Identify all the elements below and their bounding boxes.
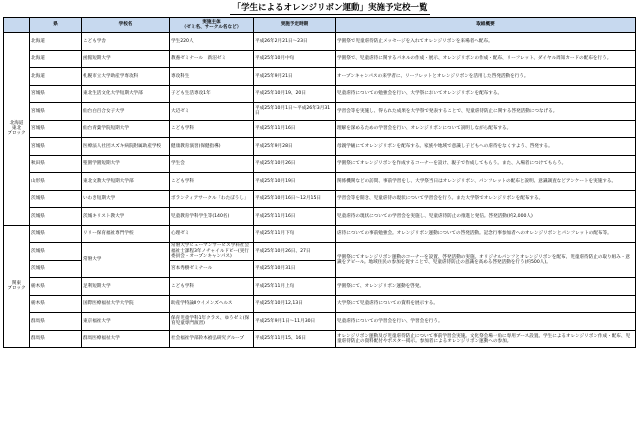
date-cell: 平成26年2月21日～23日: [254, 33, 336, 51]
summary-cell: 虐待についての事前勉強会。オレンジリボン運動についての啓発活動。記念行事参加者へのオレンジリボンとパンフレットの配布等。: [336, 225, 636, 243]
summary-cell: 児童虐待の現状についての学習会を実施し、児童虐待防止の推進と発信。啓発活動(約2,000人): [336, 208, 636, 226]
header-date: 実施予定時期: [254, 18, 336, 33]
date-cell: 平成25年10月12,13日: [254, 295, 336, 313]
prefecture-cell: 栃木県: [30, 278, 82, 296]
table-row: [4, 155, 636, 173]
prefecture-cell: 茨城県: [30, 260, 82, 278]
school-cell: 常磐大学: [82, 243, 170, 278]
summary-cell: オレンジリボン運動及び児童虐待防止について事前学習会実施。文化祭会場一角に専用ブース設置。学生によるオレンジリボン作成・配布、児童虐待防止の資料配付やポスター掲示。参加者によるオレンジリボン運動への参加。: [336, 330, 636, 348]
summary-cell: 児童虐待についての学習会を行い、学習会を行う。: [336, 313, 636, 331]
organizer-cell: こども学科: [170, 278, 254, 296]
summary-cell: 学園祭にてオレンジリボン運動のコーナーを設置、啓発活動の実施。オリジナルパンフとオレンジリボンを配布、児童虐待防止の取り組み・意識をアピール。地域住民の参加を促すことで、児童虐待防止の意識を高める啓発活動を行う(約500人)。: [336, 243, 636, 278]
prefecture-cell: 宮城県: [30, 85, 82, 103]
prefecture-cell: 茨城県: [30, 208, 82, 226]
date-cell: 平成25年9月1日～11月30日: [254, 313, 336, 331]
summary-cell: 学園祭で、児童虐待に関するパネルの作成・展示、オレンジリボンの作成・配布、リーフレット、ダイヤル周知カードの配布を行う。: [336, 50, 636, 68]
table-row: [4, 313, 636, 331]
document-title: 「学生によるオレンジリボン運動」実施予定校一覧: [230, 2, 430, 15]
organizer-cell: 常磐大学ヒューマンサービス学科社会福祉士課程3年ノチャイルドビー(実行委員会・オープンキャンパス): [170, 243, 254, 261]
table-row: [4, 33, 636, 51]
prefecture-cell: 宮城県: [30, 103, 82, 121]
organizer-cell: 心理ゼミ: [170, 225, 254, 243]
summary-cell: 母親学級にてオレンジリボンを配布する。家族や地域で意識し子どもへの虐待をなくすよう、啓発する。: [336, 138, 636, 156]
school-cell: 函館短期大学: [82, 50, 170, 68]
table-row: [4, 243, 636, 261]
organizer-cell: 助産学特論Ⅱウイメンズヘルス: [170, 295, 254, 313]
header-organizer: 実施主体 （ゼミ名、サークル名など）: [170, 18, 254, 33]
date-cell: 平成25年10月19日: [254, 173, 336, 191]
date-cell: 平成25年10月26日: [254, 155, 336, 173]
table-row: [4, 85, 636, 103]
summary-cell: 学園祭にて、オレンジリボン運動を啓発。: [336, 278, 636, 296]
prefecture-cell: 宮城県: [30, 120, 82, 138]
summary-cell: 学習会等を実施し、得られた成果を大学祭で発表することで、児童虐待防止に関する啓発活動につなげる。: [336, 103, 636, 121]
schools-table: [3, 17, 636, 348]
prefecture-cell: 北海道: [30, 50, 82, 68]
date-cell: 平成25年11月上旬: [254, 278, 336, 296]
date-cell: 平成25年10月1日～平成26年3月31日: [254, 103, 336, 121]
organizer-cell: 保育児童学科1年クラス、ゆうゼミ(保育児童専門演習): [170, 313, 254, 331]
prefecture-cell: 栃木県: [30, 295, 82, 313]
prefecture-cell: 群馬県: [30, 313, 82, 331]
summary-cell: オープンキャンパスの来学者に、リーフレットとオレンジリボンを活用した啓発活動を行う。: [336, 68, 636, 86]
date-cell: 平成25年11月下旬: [254, 225, 336, 243]
prefecture-cell: 群馬県: [30, 330, 82, 348]
school-cell: いわき短期大学: [82, 190, 170, 208]
date-cell: 平成25年10月26日、27日: [254, 243, 336, 261]
school-cell: 茨城キリスト教大学: [82, 208, 170, 226]
organizer-cell: こども学科: [170, 173, 254, 191]
organizer-cell: 学生会: [170, 155, 254, 173]
table-row: [4, 295, 636, 313]
school-cell: 群馬医療福祉大学: [82, 330, 170, 348]
organizer-cell: 学生220人: [170, 33, 254, 51]
summary-cell: 児童虐待についての勉強会を行い、大学祭においてオレンジリボンを配布する。: [336, 85, 636, 103]
prefecture-cell: 茨城県: [30, 190, 82, 208]
summary-cell: 理解を深めるための学習会を行い、オレンジリボンについて説明しながら配布する。: [336, 120, 636, 138]
organizer-cell: 大辺ゼミ: [170, 103, 254, 121]
date-cell: 平成25年10月31日: [254, 260, 336, 278]
date-cell: 平成25年10月19、20日: [254, 85, 336, 103]
school-cell: 東北文教大学短期大学部: [82, 173, 170, 191]
school-cell: 国際医療福祉大学大学院: [82, 295, 170, 313]
organizer-cell: 専攻科生: [170, 68, 254, 86]
organizer-cell: 教養ゼミナール 新沼ゼミ: [170, 50, 254, 68]
school-cell: 仙台青葉学院短期大学: [82, 120, 170, 138]
summary-cell: 大学祭にて児童虐待についての資料を展示する。: [336, 295, 636, 313]
prefecture-cell: 北海道: [30, 33, 82, 51]
organizer-cell: 児童教育学科学生等(140名): [170, 208, 254, 226]
table-row: [4, 208, 636, 226]
table-row: [4, 330, 636, 348]
date-cell: 平成25年11月16日: [254, 208, 336, 226]
organizer-cell: 社会福祉学部鈴木禎弘研究グループ: [170, 330, 254, 348]
school-cell: 聖園学園短期大学: [82, 155, 170, 173]
prefecture-cell: 宮城県: [30, 138, 82, 156]
school-cell: 仙台白百合女子大学: [82, 103, 170, 121]
school-cell: 医療法人社団スズキ病院附属助産学校: [82, 138, 170, 156]
summary-cell: 関係機関などの訪問、事前学習をし、大学祭当日はオレンジリボン、パンフレットの配布と説明、意識調査などアンケートを実施する。: [336, 173, 636, 191]
table-row: [4, 120, 636, 138]
header-block: [4, 18, 30, 33]
summary-cell: 学園祭で児童虐待防止メッセージを入れてオレンジリボンを来場者へ配布。: [336, 33, 636, 51]
prefecture-cell: 秋田県: [30, 155, 82, 173]
block-label: 関東 ブロック: [4, 225, 30, 348]
table-row: [4, 138, 636, 156]
organizer-cell: こども学科: [170, 120, 254, 138]
prefecture-cell: 北海道: [30, 68, 82, 86]
table-row: [4, 68, 636, 86]
school-cell: 札幌市立大学助産学専攻科: [82, 68, 170, 86]
prefecture-cell: 茨城県: [30, 243, 82, 261]
table-row: [4, 278, 636, 296]
prefecture-cell: 茨城県: [30, 225, 82, 243]
organizer-cell: 子ども生活専攻1年: [170, 85, 254, 103]
table-row: [4, 50, 636, 68]
header-summary: 取組概要: [336, 18, 636, 33]
school-cell: 足利短期大学: [82, 278, 170, 296]
organizer-cell: ボランティアサークル「わたぼうし」: [170, 190, 254, 208]
school-cell: こども学舎: [82, 33, 170, 51]
organizer-cell: 健康教育演習(保健指導): [170, 138, 254, 156]
table-row: [4, 190, 636, 208]
summary-cell: 学習会等を開き、児童虐待の現状について学習会を行う。また大学祭でオレンジリボンを配布する。: [336, 190, 636, 208]
header-prefecture: 県: [30, 18, 82, 33]
block-label: 北海道 東北 ブロック: [4, 33, 30, 226]
organizer-cell: 宮本秀樹ゼミナール: [170, 260, 254, 278]
table-header-row: [4, 18, 636, 33]
table-row: [4, 173, 636, 191]
school-cell: 東北生活文化大学短期大学部: [82, 85, 170, 103]
date-cell: 平成25年9月28日: [254, 138, 336, 156]
table-body: [4, 33, 636, 348]
date-cell: 平成25年10月16日～12月15日: [254, 190, 336, 208]
school-cell: リリー保育福祉専門学校: [82, 225, 170, 243]
date-cell: 平成25年11月15、16日: [254, 330, 336, 348]
header-school: 学校名: [82, 18, 170, 33]
date-cell: 平成25年11月16日: [254, 120, 336, 138]
date-cell: 平成25年10月中旬: [254, 50, 336, 68]
school-cell: 東京福祉大学: [82, 313, 170, 331]
summary-cell: 学園祭にてオレンジリボンを作成するコーナーを設け、親子で作成してもらう。また、入場者につけてもらう。: [336, 155, 636, 173]
table-row: [4, 225, 636, 243]
table-row: [4, 103, 636, 121]
prefecture-cell: 山形県: [30, 173, 82, 191]
date-cell: 平成25年9月21日: [254, 68, 336, 86]
